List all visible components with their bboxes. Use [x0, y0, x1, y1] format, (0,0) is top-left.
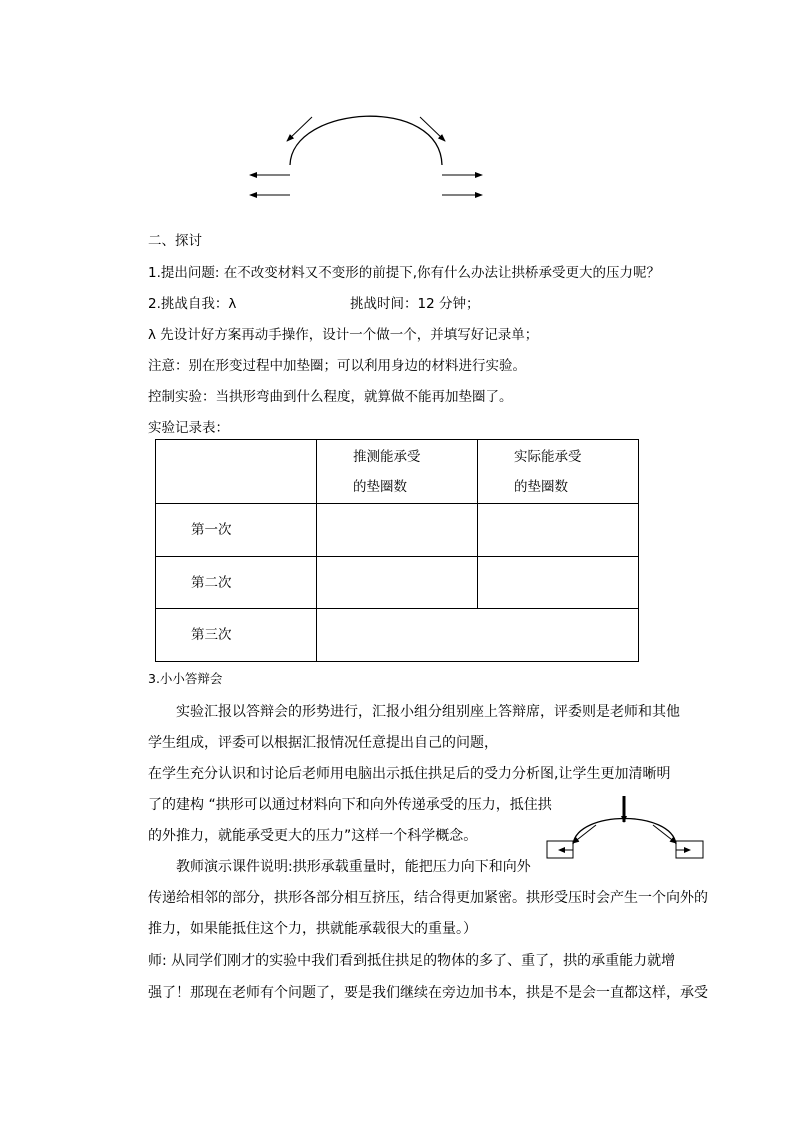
cell-estimated-1: [317, 504, 478, 557]
table-row: [156, 557, 639, 609]
step-text: λ 先设计好方案再动手操作，设计一个做一个，并填写好记录单；: [148, 327, 539, 343]
header-estimated: [317, 440, 478, 504]
debate-p1-line2: 学生组成，评委可以根据汇报情况任意提出自己的问题，: [148, 735, 498, 751]
control-text: 控制实验：当拱形弯曲到什么程度，就算做不能再加垫圈了。: [148, 389, 513, 405]
debate-p4-line1: 师: 从同学们刚才的实验中我们看到抵住拱足的物体的多了、重了，拱的承重能力就增: [148, 953, 676, 969]
note-text: 注意：别在形变过程中加垫圈；可以利用身边的材料进行实验。: [148, 358, 526, 374]
table-row: [156, 609, 639, 662]
cell-actual-1: [478, 504, 639, 557]
arch-curve: [290, 116, 442, 165]
section-heading: 二、探讨: [148, 233, 202, 249]
header-actual-line1: 实际能承受: [514, 449, 582, 465]
debate-p2-line2: 了的建构 “拱形可以通过材料向下和向外传递承受的压力，抵住拱: [148, 797, 552, 813]
debate-p2-line1: 在学生充分认识和讨论后老师用电脑出示抵住拱足后的受力分析图,让学生更加清晰明: [148, 766, 671, 782]
row-label-3: 第三次: [156, 609, 317, 662]
debate-p4-line2: 强了！那现在老师有个问题了，要是我们继续在旁边加书本，拱是不是会一直都这样，承受: [148, 985, 708, 1001]
cell-merged-3: [317, 609, 639, 662]
arch-abutment-diagram: [543, 793, 708, 868]
cell-actual-2: [478, 557, 639, 609]
debate-p2-line3: 的外推力，就能承受更大的压力”这样一个科学概念。: [148, 828, 478, 844]
challenge-time: 挑战时间：12 分钟；: [350, 296, 480, 312]
debate-p3-line2: 传递给相邻的部分，拱形各部分相互挤压，结合得更加紧密。拱形受压时会产生一个向外的: [148, 890, 708, 906]
header-actual-line2: 的垫圈数: [514, 479, 568, 495]
row-label-2: 第二次: [156, 557, 317, 609]
debate-p3-line1: 教师演示课件说明:拱形承载重量时，能把压力向下和向外: [176, 859, 531, 875]
table-caption: 实验记录表：: [148, 420, 229, 436]
question-1: 1.提出问题: 在不改变材料又不变形的前提下,你有什么办法让拱桥承受更大的压力呢？: [148, 265, 661, 281]
cell-estimated-2: [317, 557, 478, 609]
question-2-label: 2.挑战自我：λ: [148, 296, 237, 312]
debate-p1-line1: 实验汇报以答辩会的形势进行，汇报小组分组别座上答辩席，评委则是老师和其他: [176, 704, 680, 720]
table-header-row: [156, 440, 639, 504]
arch-arrow-right: [420, 117, 445, 141]
row-label-1: 第一次: [156, 504, 317, 557]
debate-p3-line3: 推力，如果能抵住这个力，拱就能承载很大的重量。）: [148, 921, 477, 937]
header-empty-cell: [156, 440, 317, 504]
arch-arrow-left: [287, 117, 312, 141]
arch-force-diagram: [240, 95, 500, 210]
header-actual: [478, 440, 639, 504]
header-estimated-line1: 推测能承受: [353, 449, 421, 465]
debate-heading: 3.小小答辩会: [148, 671, 223, 686]
record-table: [155, 439, 639, 662]
table-row: [156, 504, 639, 557]
header-estimated-line2: 的垫圈数: [353, 479, 407, 495]
